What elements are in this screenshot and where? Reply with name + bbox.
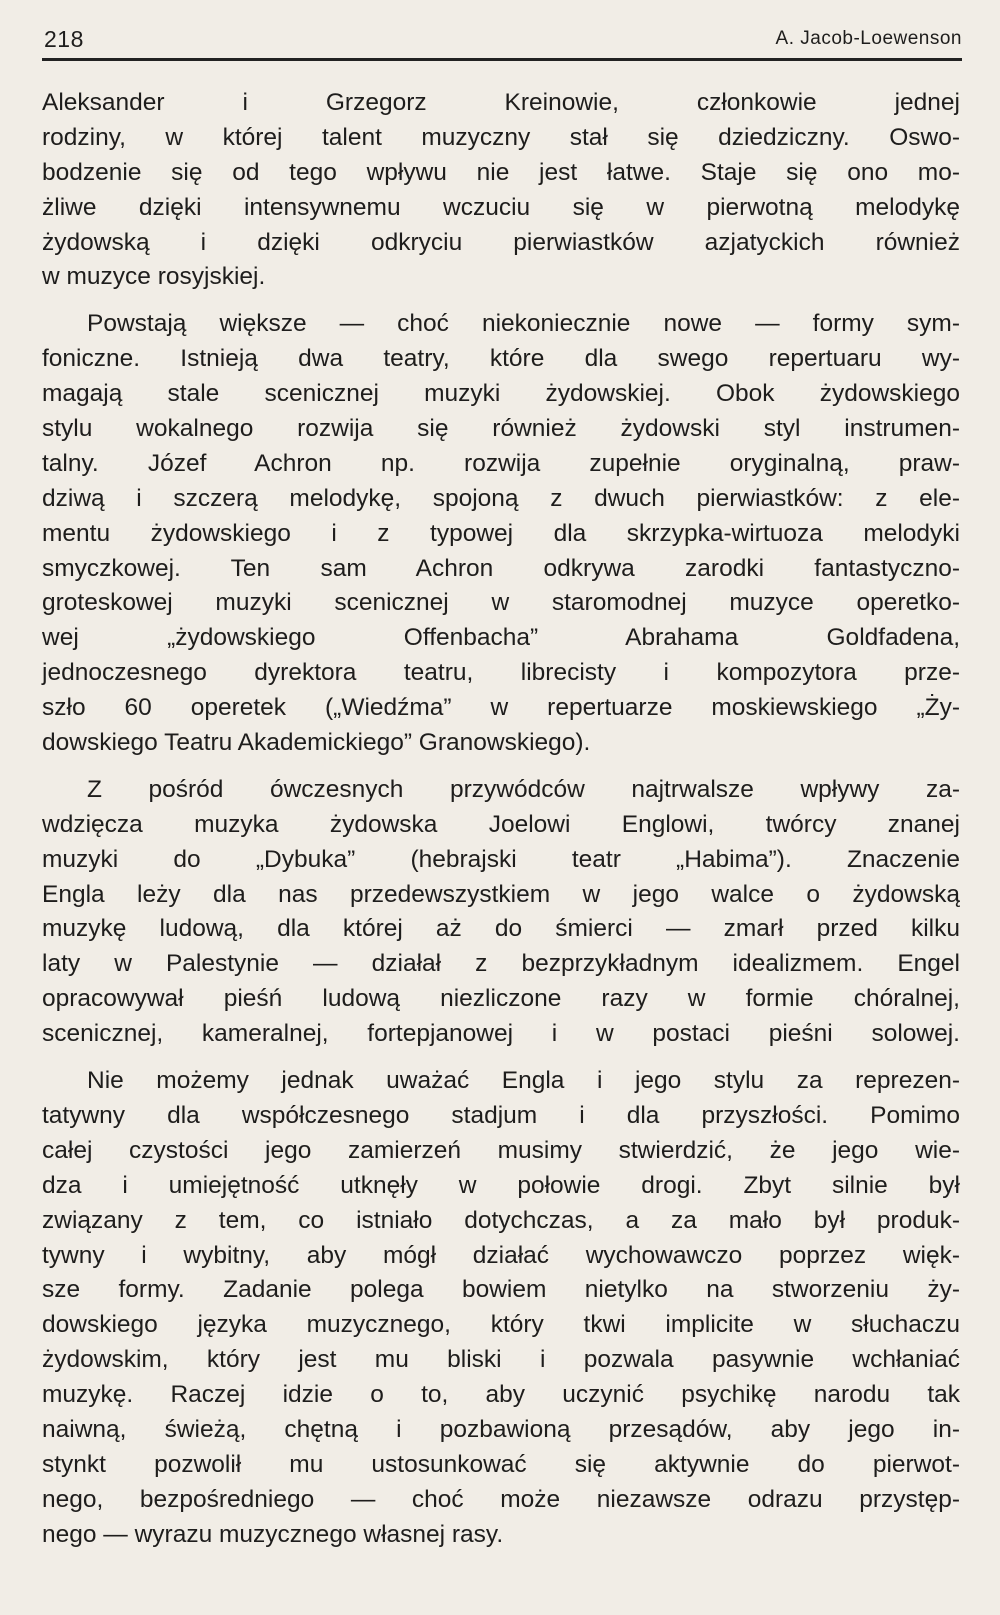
text-line: stylu wokalnego rozwija się również żydowski styl instrumen- bbox=[42, 415, 960, 443]
text-line: mentu żydowskiego i z typowej dla skrzypka-wirtuoza melodyki bbox=[42, 519, 960, 547]
text-line: Engla leży dla nas przedewszystkiem w jego walce o żydowską bbox=[42, 880, 960, 908]
text-line: opracowywał pieśń ludową niezliczone razy w formie chóralnej, bbox=[42, 985, 960, 1013]
text-line: laty w Palestynie — działał z bezprzykładnym idealizmem. Engel bbox=[42, 950, 960, 978]
paragraph bbox=[42, 773, 960, 1052]
text-line: tywny i wybitny, aby mógł działać wychowawczo poprzez więk- bbox=[42, 1241, 960, 1269]
text-line: bodzenie się od tego wpływu nie jest łatwe. Staje się ono mo- bbox=[42, 158, 960, 186]
text-line: w muzyce rosyjskiej. bbox=[42, 263, 266, 291]
text-line: rodziny, w której talent muzyczny stał się dziedziczny. Oswo- bbox=[42, 123, 960, 151]
text-line: nego — wyrazu muzycznego własnej rasy. bbox=[42, 1520, 504, 1548]
paragraph bbox=[42, 307, 960, 761]
text-line: groteskowej muzyki scenicznej w staromodnej muzyce operetko- bbox=[42, 589, 960, 617]
text-line: żydowskim, który jest mu bliski i pozwala pasywnie wchłaniać bbox=[42, 1346, 960, 1374]
page-number: 218 bbox=[44, 26, 84, 52]
text-line: naiwną, świeżą, chętną i pozbawioną przesądów, aby jego in- bbox=[42, 1415, 960, 1443]
paragraph bbox=[42, 86, 960, 295]
text-line: żydowską i dzięki odkryciu pierwiastków azjatyckich również bbox=[42, 228, 960, 256]
text-line: żliwe dzięki intensywnemu wczuciu się w pierwotną melodykę bbox=[42, 193, 960, 221]
body-text bbox=[42, 86, 960, 1553]
header-rule bbox=[42, 58, 962, 61]
text-line: dziwą i szczerą melodykę, spojoną z dwuch pierwiastków: z ele- bbox=[42, 484, 960, 512]
text-line: foniczne. Istnieją dwa teatry, które dla swego repertuaru wy- bbox=[42, 345, 960, 373]
text-line: nego, bezpośredniego — choć może niezawsze odrazu przystęp- bbox=[42, 1485, 960, 1513]
text-line: Nie możemy jednak uważać Engla i jego stylu za reprezen- bbox=[87, 1067, 960, 1095]
text-line: szło 60 operetek („Wiedźma” w repertuarze moskiewskiego „Ży- bbox=[42, 694, 960, 722]
text-line: scenicznej, kameralnej, fortepjanowej i w postaci pieśni solowej. bbox=[42, 1020, 960, 1048]
text-line: muzykę ludową, dla której aż do śmierci — zmarł przed kilku bbox=[42, 915, 960, 943]
text-line: dowskiego Teatru Akademickiego” Granowskiego). bbox=[42, 729, 591, 757]
paragraph bbox=[42, 1064, 960, 1552]
text-line: Powstają większe — choć niekoniecznie nowe — formy sym- bbox=[87, 310, 960, 338]
text-line: muzyki do „Dybuka” (hebrajski teatr „Habima”). Znaczenie bbox=[42, 845, 960, 873]
text-line: smyczkowej. Ten sam Achron odkrywa zarodki fantastyczno- bbox=[42, 554, 960, 582]
text-line: wej „żydowskiego Offenbacha” Abrahama Goldfadena, bbox=[42, 624, 960, 652]
text-line: sze formy. Zadanie polega bowiem nietylko na stworzeniu ży- bbox=[42, 1276, 960, 1304]
text-line: wdzięcza muzyka żydowska Joelowi Englowi, twórcy znanej bbox=[42, 810, 960, 838]
text-line: całej czystości jego zamierzeń musimy stwierdzić, że jego wie- bbox=[42, 1136, 960, 1164]
text-line: dza i umiejętność utknęły w połowie drogi. Zbyt silnie był bbox=[42, 1171, 960, 1199]
text-line: talny. Józef Achron np. rozwija zupełnie oryginalną, praw- bbox=[42, 449, 960, 477]
text-line: dowskiego języka muzycznego, który tkwi implicite w słuchaczu bbox=[42, 1311, 960, 1339]
text-line: jednoczesnego dyrektora teatru, librecisty i kompozytora prze- bbox=[42, 659, 960, 687]
page-header bbox=[44, 26, 962, 56]
text-line: muzykę. Raczej idzie o to, aby uczynić psychikę narodu tak bbox=[42, 1381, 960, 1409]
text-line: stynkt pozwolił mu ustosunkować się aktywnie do pierwot- bbox=[42, 1450, 960, 1478]
running-head-author: A. Jacob-Loewenson bbox=[775, 28, 962, 49]
text-line: Aleksander i Grzegorz Kreinowie, członkowie jednej bbox=[42, 89, 960, 116]
text-line: związany z tem, co istniało dotychczas, a za mało był produk- bbox=[42, 1206, 960, 1234]
text-line: Z pośród ówczesnych przywódców najtrwalsze wpływy za- bbox=[87, 775, 960, 803]
text-line: tatywny dla współczesnego stadjum i dla przyszłości. Pomimo bbox=[42, 1101, 960, 1129]
text-line: magają stale scenicznej muzyki żydowskiej. Obok żydowskiego bbox=[42, 380, 960, 408]
